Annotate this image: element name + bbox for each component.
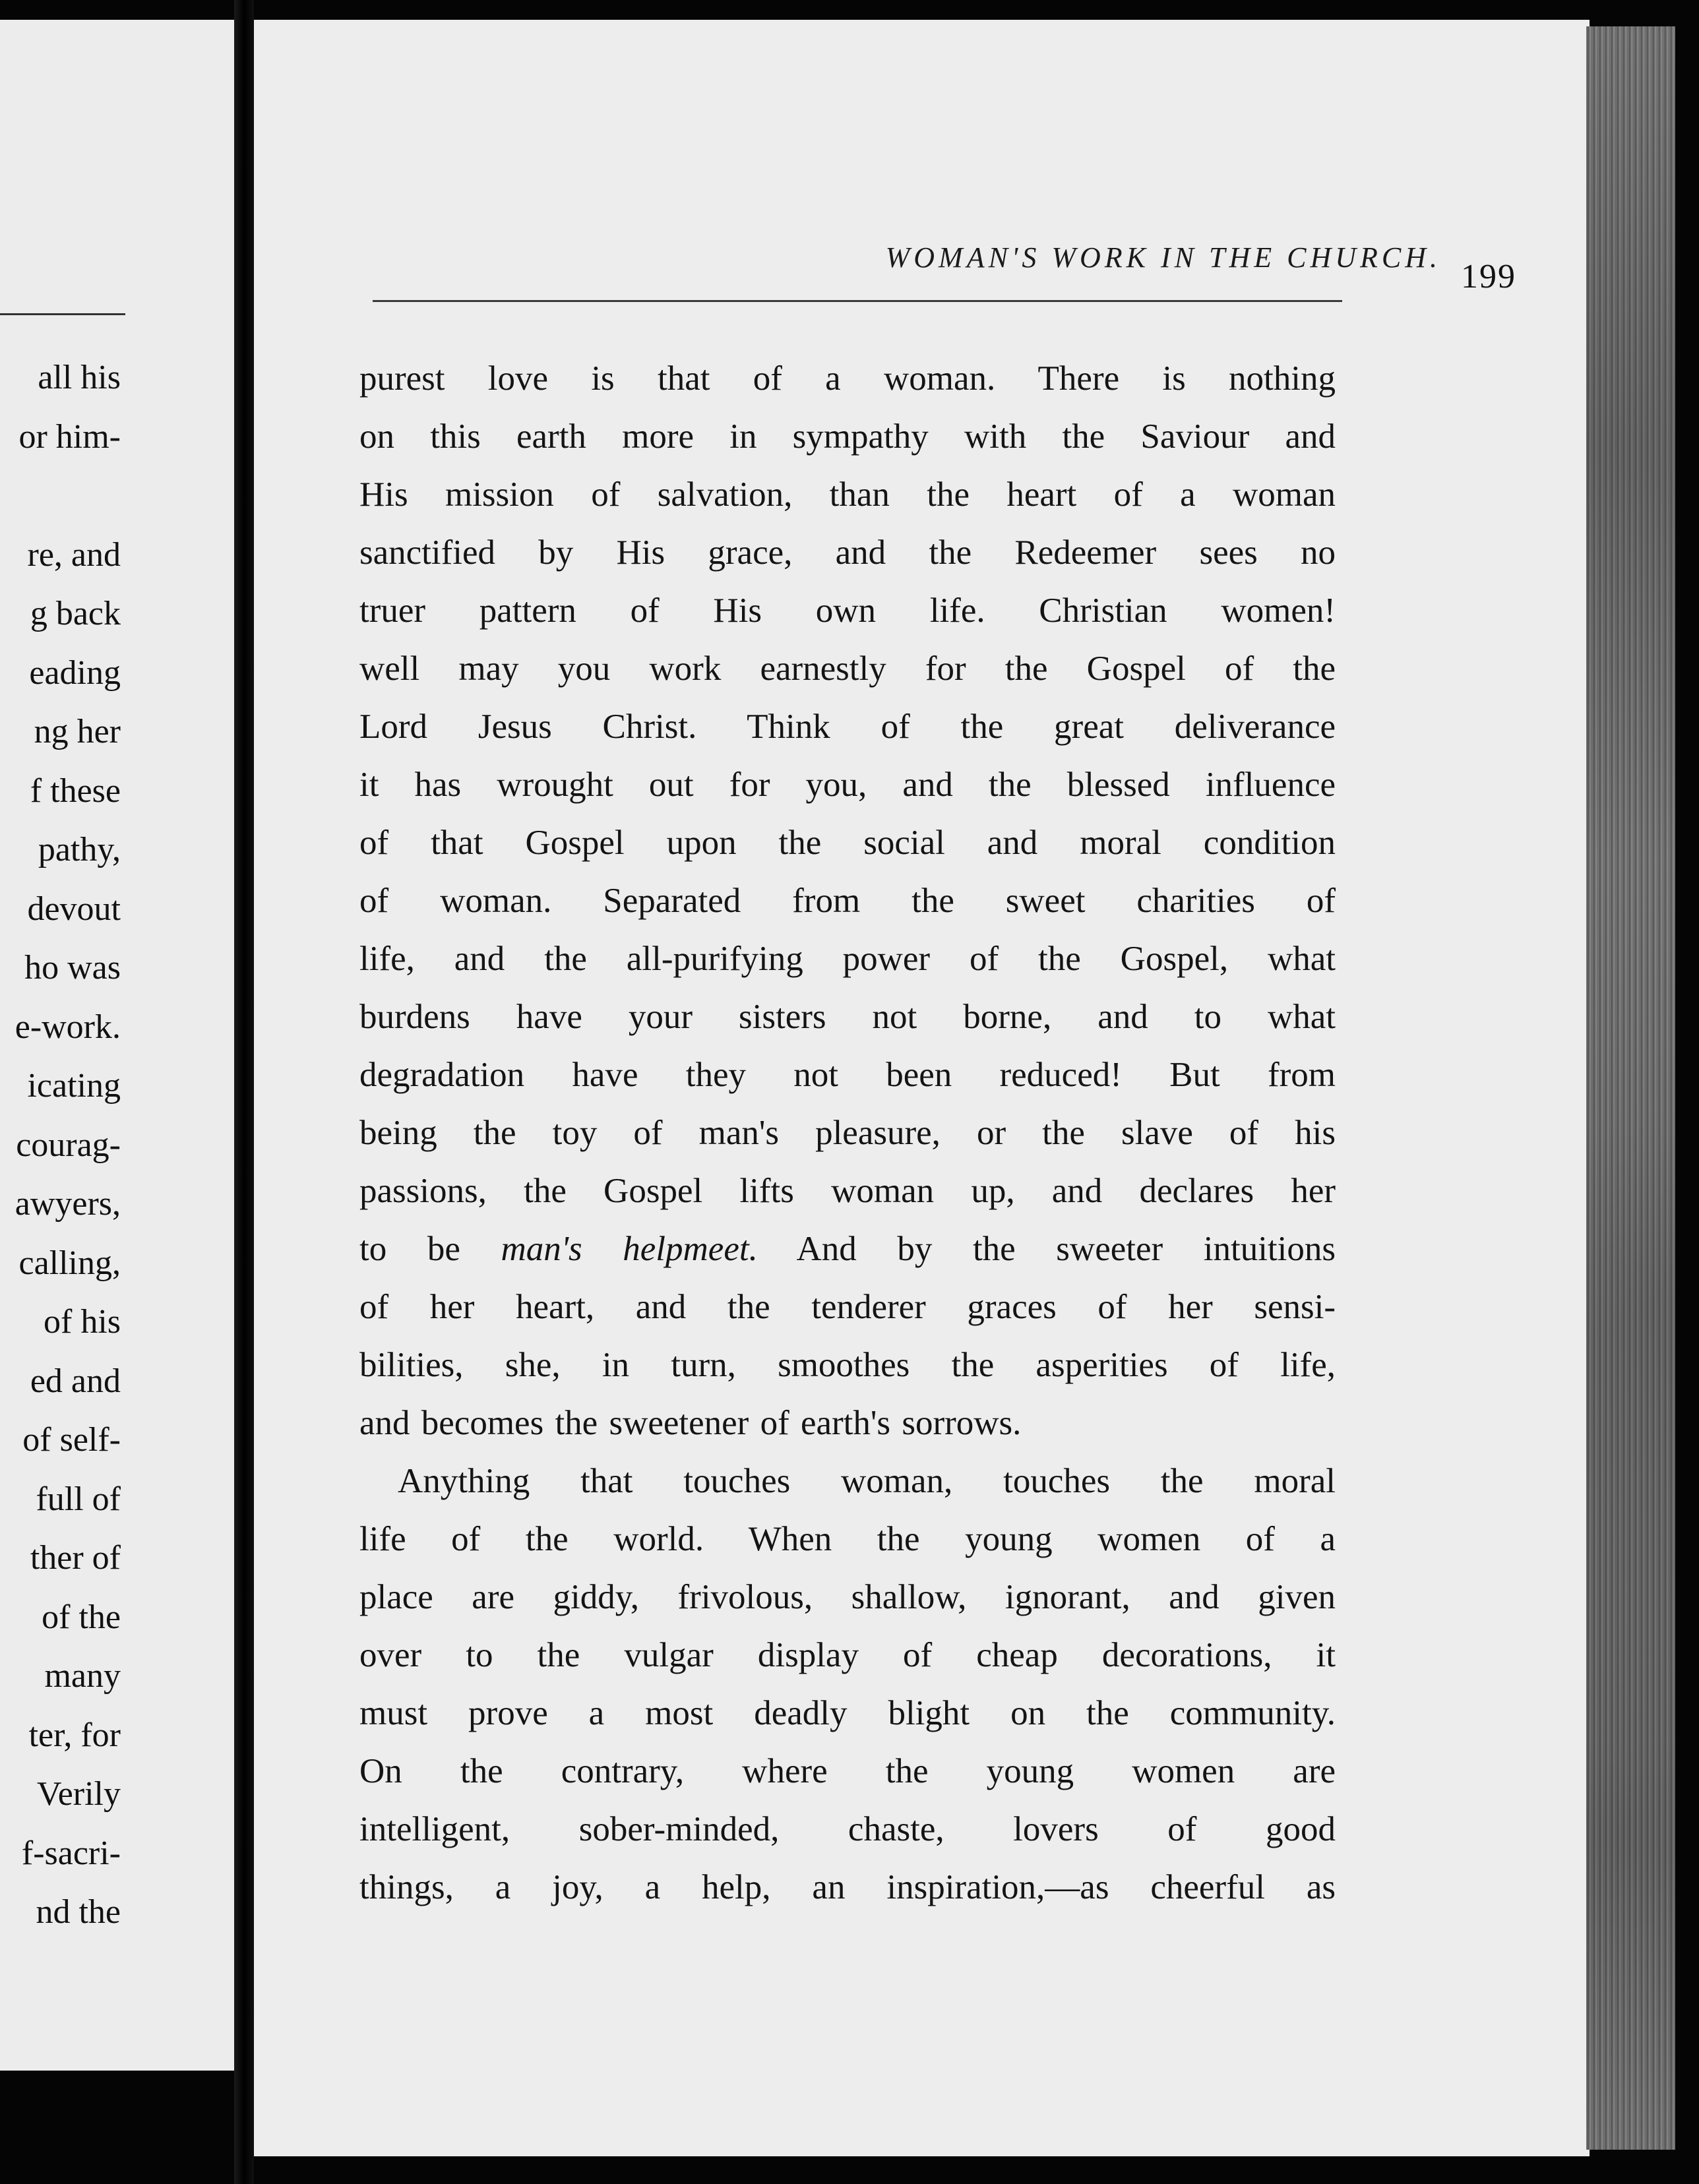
text-line: place are giddy, frivolous, shallow, ignorant, and given [359,1578,1336,1616]
left-line: eading [29,653,121,692]
left-line: full of [36,1480,121,1518]
text-line: being the toy of man's pleasure, or the slave of his [359,1114,1336,1152]
left-line: g back [30,595,121,632]
left-line: Verily [36,1775,121,1813]
text-line: bilities, she, in turn, smoothes the asperities of life, [359,1346,1336,1384]
text-line: of that Gospel upon the social and moral condition [359,824,1336,862]
text-line: must prove a most deadly blight on the community. [359,1694,1336,1732]
left-line: of his [44,1303,121,1341]
left-line: pathy, [38,831,121,868]
body-text [359,349,1336,1916]
left-line: calling, [18,1244,121,1282]
paragraph-last-line: and becomes the sweetener of earth's sorrows. [359,1404,1022,1442]
left-line: re, and [27,535,121,574]
left-line: ho was [24,949,121,986]
text-segment: to be [359,1230,501,1268]
text-line: life, and the all-purifying power of the Gospel, what [359,940,1336,978]
text-line: truer pattern of His own life. Christian women! [359,592,1336,630]
text-segment: And by the sweeter intuitions [757,1230,1336,1268]
text-line: degradation have they not been reduced! But from [359,1056,1336,1094]
text-line: purest love is that of a woman. There is nothing [359,359,1336,398]
left-line: icating [27,1067,121,1105]
text-line: passions, the Gospel lifts woman up, and declares her [359,1172,1336,1210]
text-line: it has wrought out for you, and the blessed influence [359,766,1336,804]
page-number: 199 [1461,258,1516,295]
text-line: sanctified by His grace, and the Redeemer sees no [359,533,1336,572]
text-line: His mission of salvation, than the heart of a woman [359,475,1336,514]
left-line: f these [30,772,121,810]
left-line: all his [38,359,121,396]
left-line: of self- [22,1421,121,1459]
left-line: or him- [18,417,121,456]
left-line: devout [27,890,121,928]
left-line: of the [42,1598,121,1636]
left-page-header-rule [0,313,125,315]
text-line-with-italic [359,1220,1336,1278]
paragraph-first-line: Anything that touches woman, touches the moral [398,1462,1336,1500]
text-line: On the contrary, where the young women are [359,1752,1336,1790]
left-line: ther of [30,1539,121,1577]
left-line: many [44,1657,121,1695]
scan-border [1675,0,1699,2184]
page-block-edge [1586,26,1675,2150]
italic-phrase: man's helpmeet. [501,1230,758,1268]
text-line: burdens have your sisters not borne, and to what [359,998,1336,1036]
text-line: of woman. Separated from the sweet charities of [359,882,1336,920]
text-line: of her heart, and the tenderer graces of her sensi- [359,1288,1336,1326]
text-line: well may you work earnestly for the Gospel of the [359,650,1336,688]
text-line: on this earth more in sympathy with the Saviour and [359,417,1336,456]
text-line: Lord Jesus Christ. Think of the great deliverance [359,708,1336,746]
text-line: life of the world. When the young women of a [359,1520,1336,1558]
left-line: ter, for [28,1716,121,1754]
left-line: nd the [36,1893,121,1931]
left-line [15,466,121,526]
left-line: ng her [34,713,121,750]
left-line: courag- [16,1126,121,1164]
book-gutter [234,0,254,2184]
left-line: e-work. [15,1008,121,1046]
left-page-text [15,348,121,1942]
left-line: ed and [30,1362,121,1400]
left-line: awyers, [15,1185,121,1223]
running-head: WOMAN'S WORK IN THE CHURCH. [885,241,1441,274]
text-line: over to the vulgar display of cheap decorations, it [359,1636,1336,1674]
left-facing-page [0,20,234,2071]
header-rule [373,300,1342,302]
text-line: things, a joy, a help, an inspiration,—as cheerful as [359,1868,1336,1906]
left-line: f-sacri- [21,1834,121,1872]
main-page [254,20,1590,2156]
text-line: intelligent, sober-minded, chaste, lovers of good [359,1810,1336,1848]
